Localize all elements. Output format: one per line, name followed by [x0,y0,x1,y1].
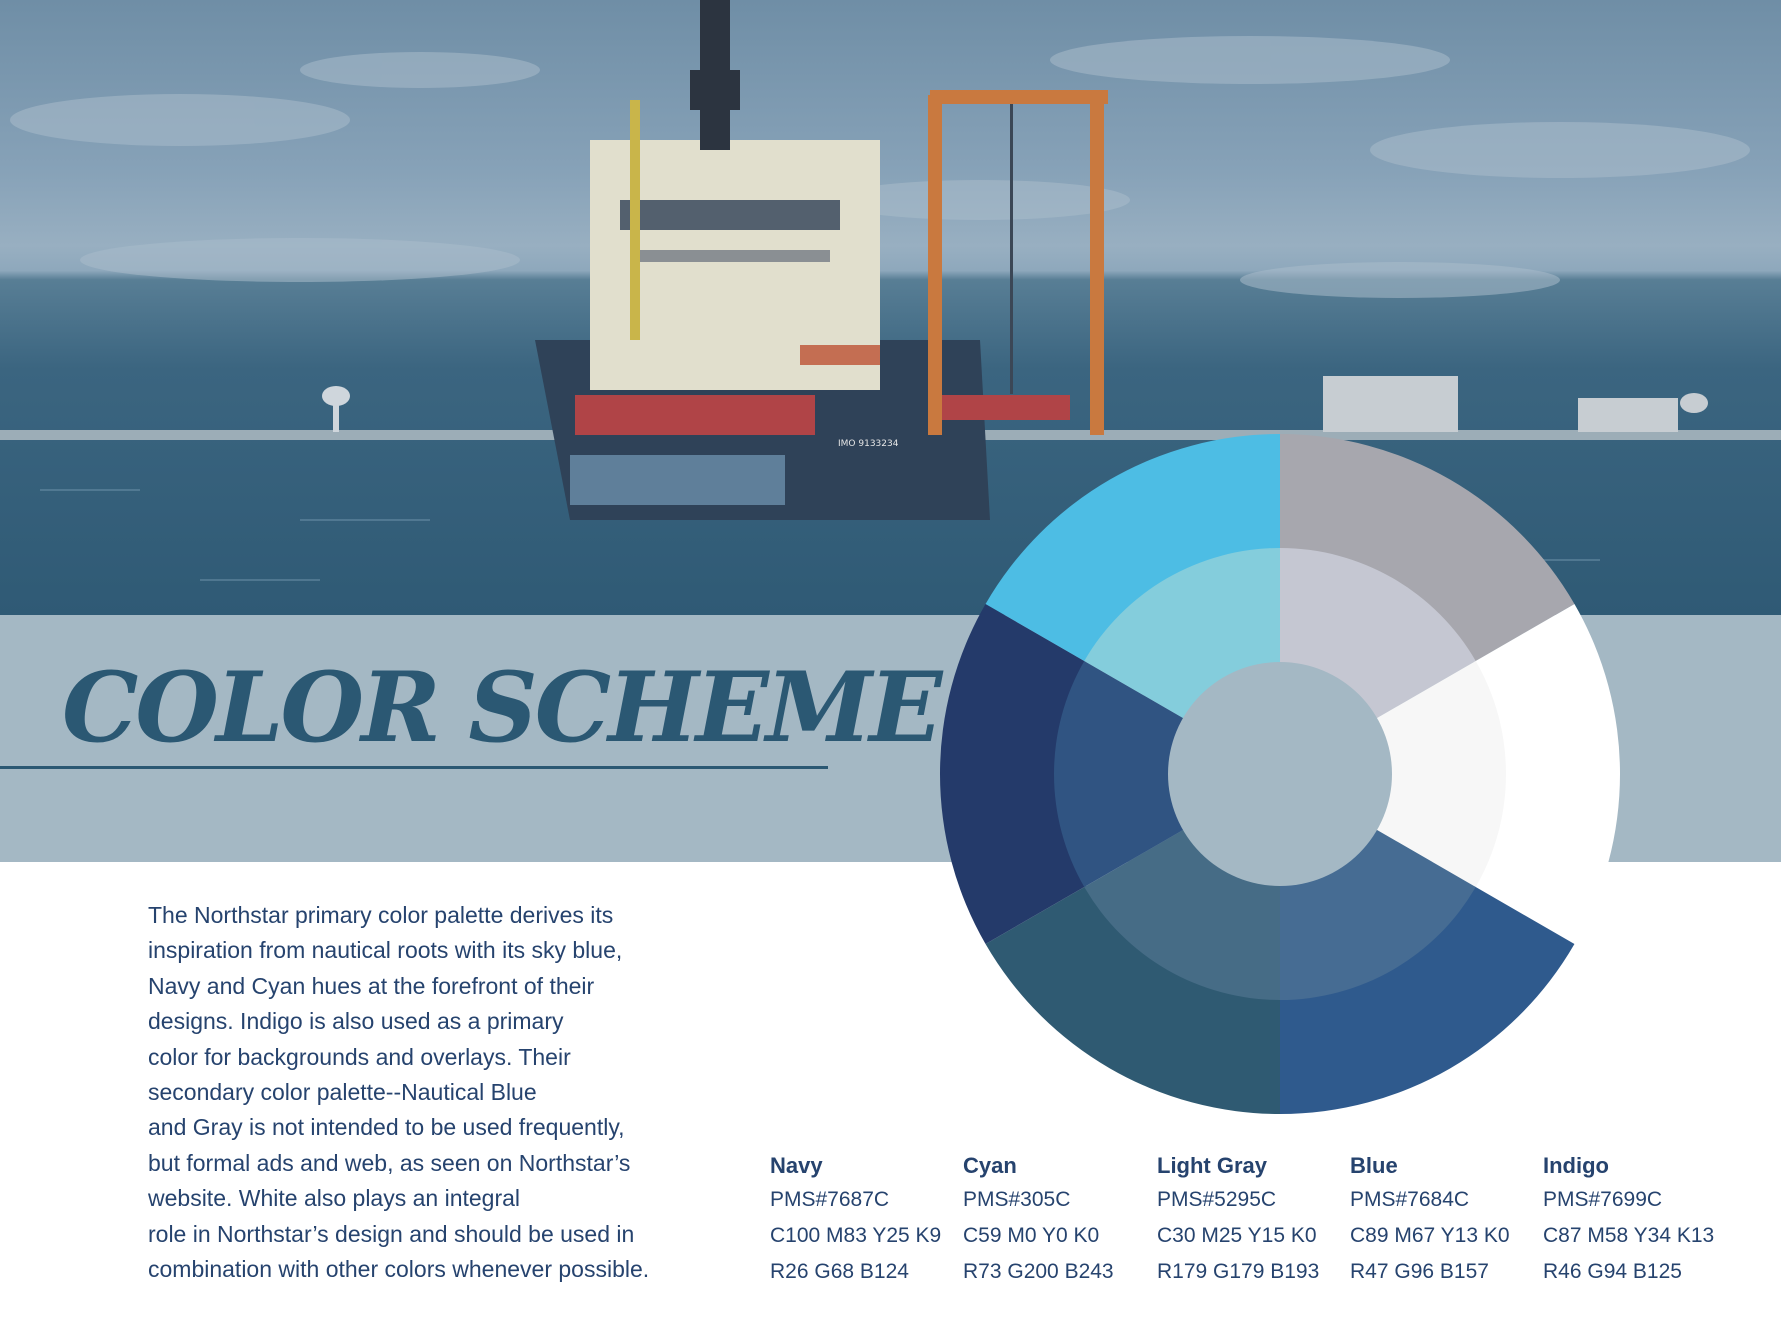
swatch-rgb: R179 G179 B193 [1157,1260,1320,1283]
swatch-cyan [963,1150,1153,1290]
swatch-name: Blue [1350,1153,1398,1178]
swatch-light-gray [1157,1150,1347,1290]
swatch-rgb: R26 G68 B124 [770,1260,909,1283]
water-tower-left [322,386,350,432]
swatch-name: Cyan [963,1153,1017,1178]
swatch-name: Indigo [1543,1153,1609,1178]
swatch-name: Navy [770,1153,823,1178]
swatch-navy [770,1150,960,1290]
swatch-pms: PMS#305C [963,1188,1071,1211]
wheel-center [1168,662,1392,886]
palette-description: The Northstar primary color palette derives its inspiration from nautical roots with its sky blue, Navy and Cyan hues at the forefront of their designs. Indigo is also used as a primary color for backgrounds and overlays. Their secondary color palette--Nautical Blue and Gray is not intended to be used frequently, but formal ads and web, as seen on Northstar’s website. White also plays an integral role in Northstar’s design and should be used in combination with other colors whenever possible. [148,902,650,1283]
swatch-rgb: R73 G200 B243 [963,1260,1114,1283]
swatch-cmyk: C59 M0 Y0 K0 [963,1224,1100,1247]
swatch-cmyk: C30 M25 Y15 K0 [1157,1224,1317,1247]
swatch-cmyk: C87 M58 Y34 K13 [1543,1224,1715,1247]
hull-marking: IMO 9133234 [838,439,899,449]
swatch-blue [1350,1150,1540,1290]
page-title: COLOR SCHEME [62,651,940,764]
swatch-rgb: R47 G96 B157 [1350,1260,1489,1283]
swatch-pms: PMS#7684C [1350,1188,1470,1211]
title-underline [0,766,828,769]
swatch-pms: PMS#7687C [770,1188,890,1211]
swatch-pms: PMS#7699C [1543,1188,1663,1211]
swatch-pms: PMS#5295C [1157,1188,1277,1211]
color-wheel [880,374,1680,1174]
swatch-cmyk: C89 M67 Y13 K0 [1350,1224,1510,1247]
swatch-indigo [1543,1150,1733,1290]
ship-superstructure [590,0,880,390]
swatch-rgb: R46 G94 B125 [1543,1260,1682,1283]
swatch-cmyk: C100 M83 Y25 K9 [770,1224,942,1247]
swatch-name: Light Gray [1157,1153,1268,1178]
